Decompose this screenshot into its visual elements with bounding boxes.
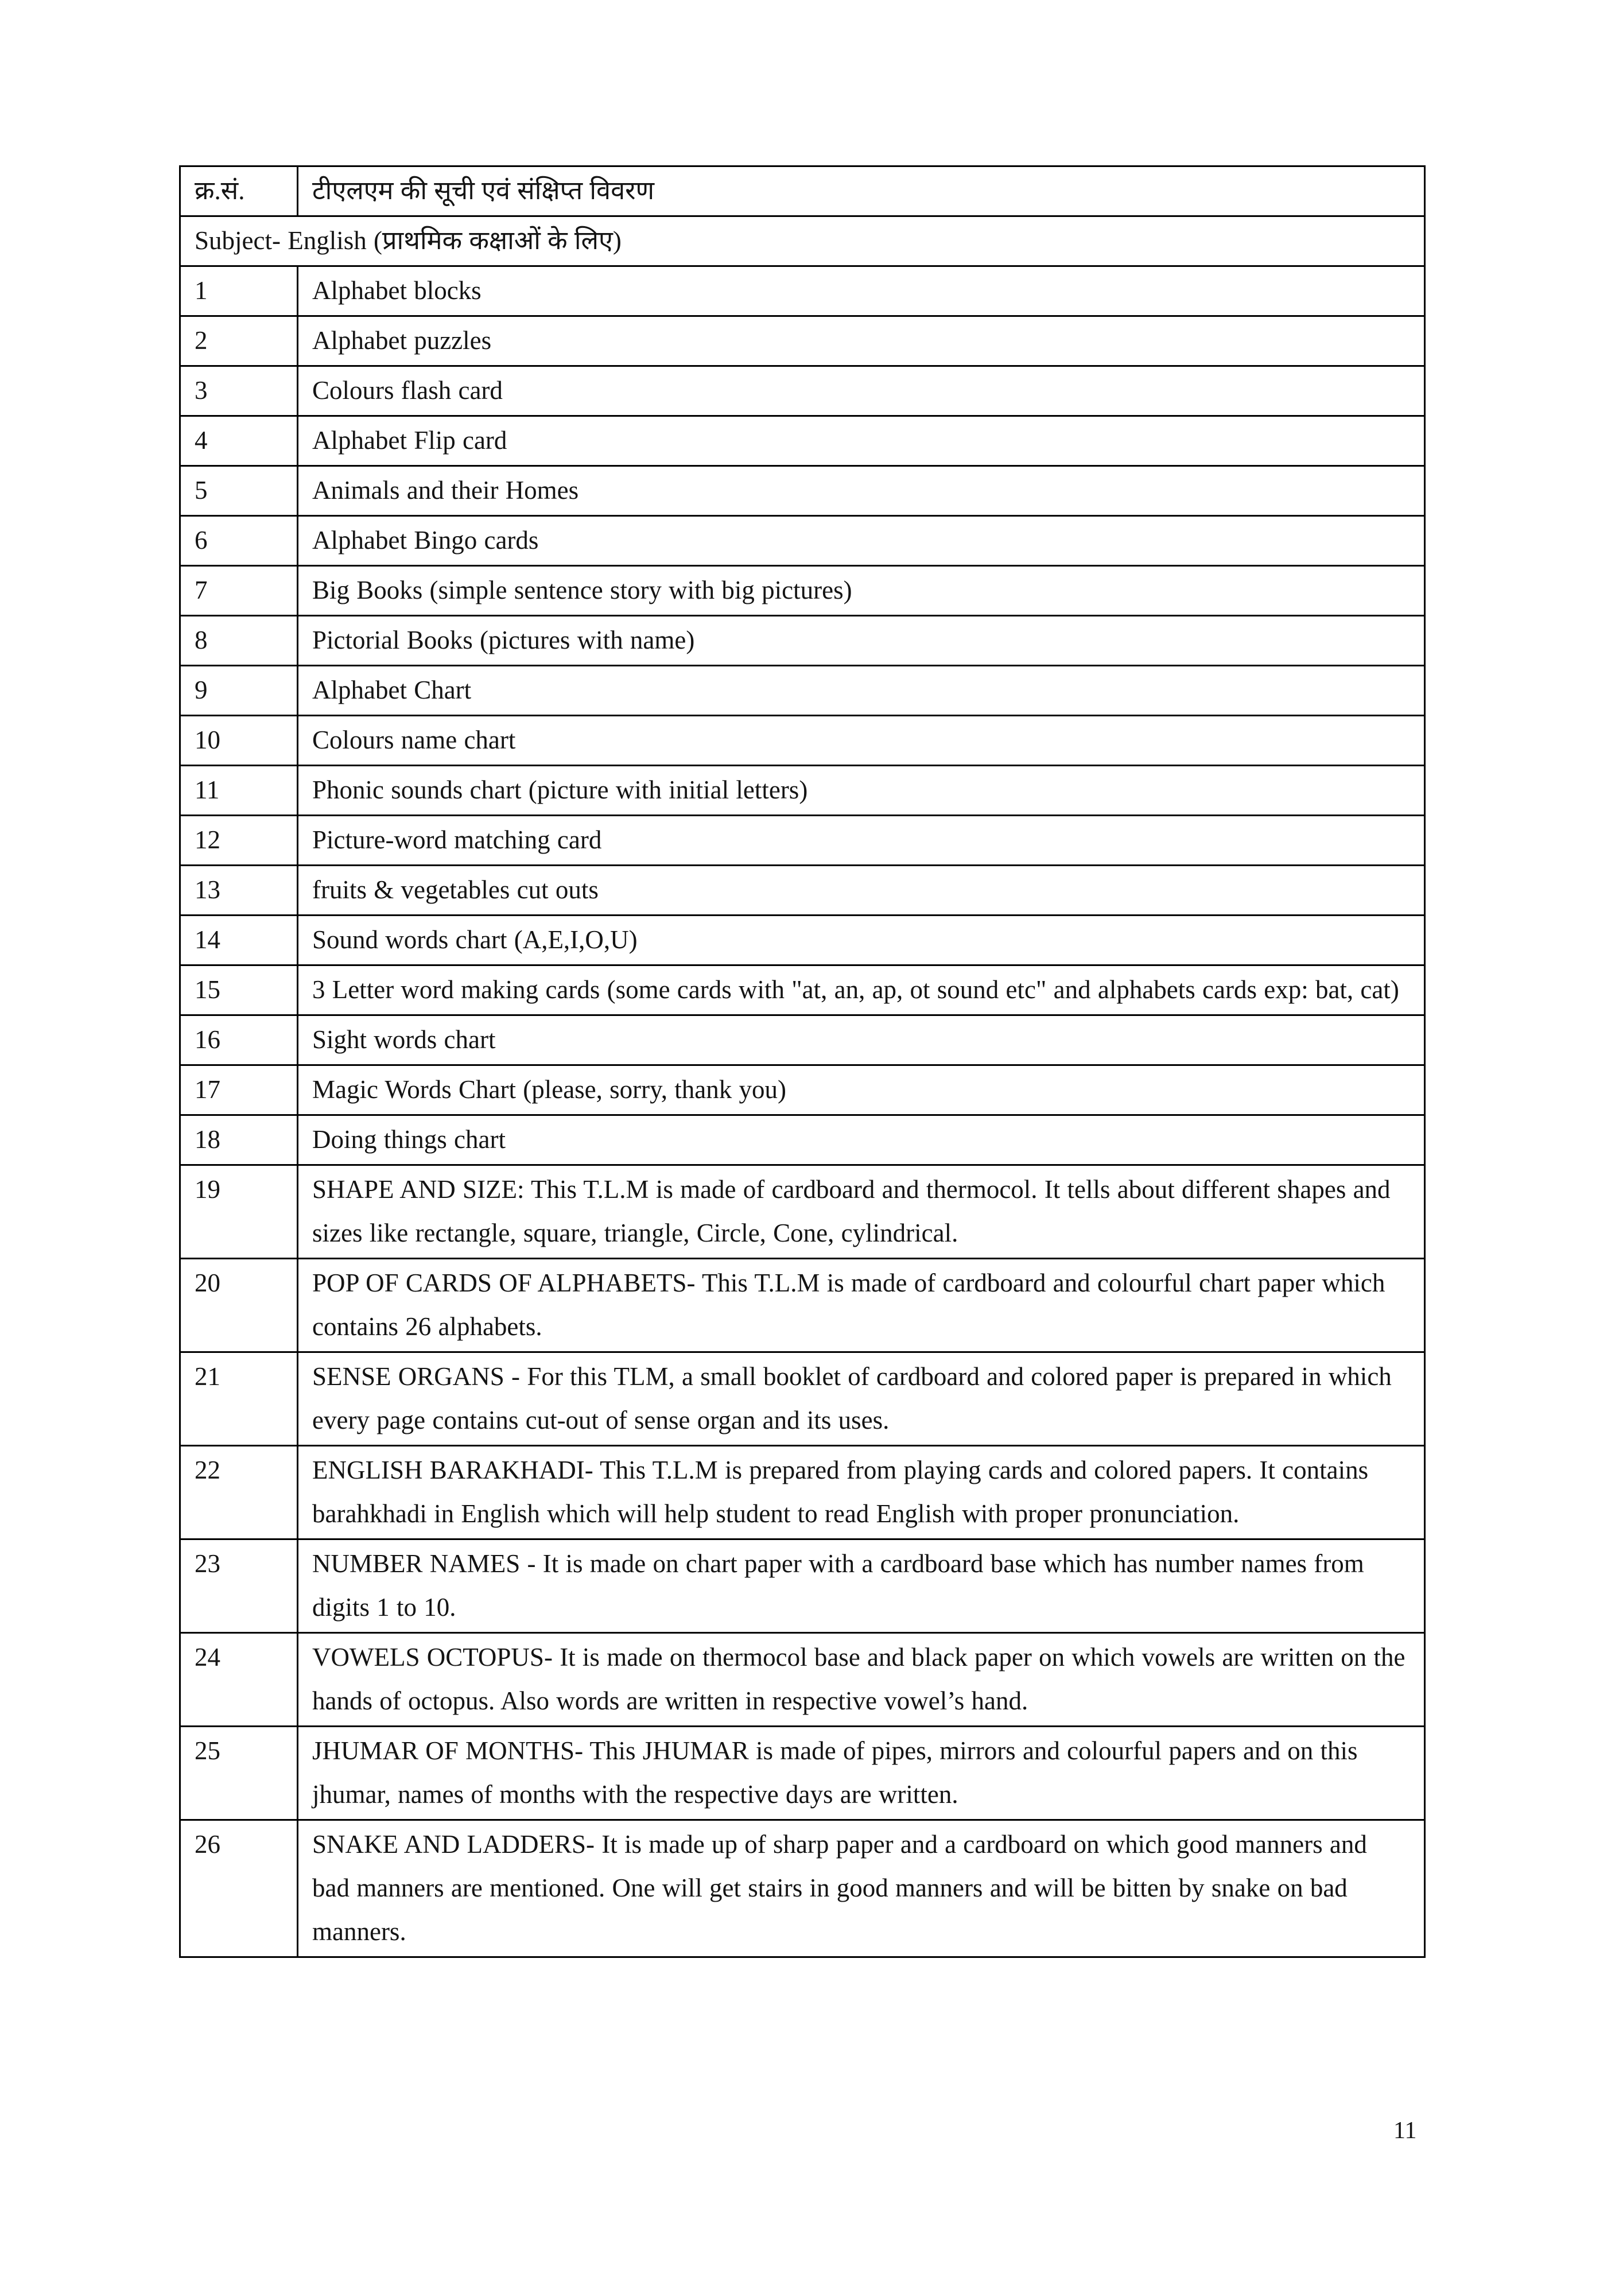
header-serial-number: क्र.सं. [180, 166, 298, 216]
row-serial-number: 22 [180, 1446, 298, 1539]
row-serial-number: 24 [180, 1633, 298, 1727]
row-serial-number: 26 [180, 1820, 298, 1957]
subject-row [180, 216, 1425, 266]
row-description: Picture-word matching card [298, 816, 1425, 866]
row-serial-number: 10 [180, 716, 298, 766]
row-serial-number: 5 [180, 466, 298, 516]
row-description: JHUMAR OF MONTHS- This JHUMAR is made of pipes, mirrors and colourful papers and on this jhumar, names of months with the respective days are written. [298, 1727, 1425, 1820]
row-description: Phonic sounds chart (picture with initial letters) [298, 766, 1425, 816]
table-row [180, 1633, 1425, 1727]
table-row [180, 716, 1425, 766]
row-serial-number: 21 [180, 1352, 298, 1446]
row-serial-number: 6 [180, 516, 298, 566]
table-row [180, 416, 1425, 466]
table-row [180, 666, 1425, 716]
row-description: SNAKE AND LADDERS- It is made up of sharp paper and a cardboard on which good manners and bad manners are mentioned. One will get stairs in good manners and will be bitten by snake on bad manners. [298, 1820, 1425, 1957]
table-row [180, 1446, 1425, 1539]
row-description: Magic Words Chart (please, sorry, thank you) [298, 1065, 1425, 1115]
row-description: Big Books (simple sentence story with big pictures) [298, 566, 1425, 616]
row-description: 3 Letter word making cards (some cards with "at, an, ap, ot sound etc" and alphabets cards exp: bat, cat) [298, 965, 1425, 1015]
row-description: SENSE ORGANS - For this TLM, a small booklet of cardboard and colored paper is prepared in which every page contains cut-out of sense organ and its uses. [298, 1352, 1425, 1446]
row-serial-number: 1 [180, 266, 298, 316]
row-serial-number: 11 [180, 766, 298, 816]
table-row [180, 1065, 1425, 1115]
table-row [180, 266, 1425, 316]
row-description: Colours flash card [298, 366, 1425, 416]
table-row [180, 516, 1425, 566]
table-head [180, 166, 1425, 266]
table-row [180, 1115, 1425, 1165]
table-row [180, 816, 1425, 866]
row-description: Alphabet blocks [298, 266, 1425, 316]
row-serial-number: 16 [180, 1015, 298, 1065]
row-description: Sight words chart [298, 1015, 1425, 1065]
table-header-row [180, 166, 1425, 216]
row-description: Alphabet Flip card [298, 416, 1425, 466]
row-serial-number: 14 [180, 916, 298, 965]
row-description: Colours name chart [298, 716, 1425, 766]
row-description: VOWELS OCTOPUS- It is made on thermocol base and black paper on which vowels are written on the hands of octopus. Also words are written in respective vowel’s hand. [298, 1633, 1425, 1727]
table-row [180, 1727, 1425, 1820]
table-row [180, 866, 1425, 916]
table-row [180, 1820, 1425, 1957]
row-description: Sound words chart (A,E,I,O,U) [298, 916, 1425, 965]
page-number: 11 [1393, 2117, 1417, 2144]
row-serial-number: 12 [180, 816, 298, 866]
tlm-table [179, 165, 1426, 1958]
row-serial-number: 20 [180, 1259, 298, 1352]
table-row [180, 766, 1425, 816]
table-row [180, 965, 1425, 1015]
table-row [180, 466, 1425, 516]
row-serial-number: 23 [180, 1539, 298, 1633]
row-serial-number: 9 [180, 666, 298, 716]
row-description: fruits & vegetables cut outs [298, 866, 1425, 916]
table-row [180, 616, 1425, 666]
table-row [180, 366, 1425, 416]
header-title: टीएलएम की सूची एवं संक्षिप्त विवरण [298, 166, 1425, 216]
row-description: Doing things chart [298, 1115, 1425, 1165]
table-row [180, 1352, 1425, 1446]
table-row [180, 1259, 1425, 1352]
row-description: Alphabet Chart [298, 666, 1425, 716]
row-serial-number: 17 [180, 1065, 298, 1115]
row-description: SHAPE AND SIZE: This T.L.M is made of cardboard and thermocol. It tells about different shapes and sizes like rectangle, square, triangle, Circle, Cone, cylindrical. [298, 1165, 1425, 1259]
row-serial-number: 15 [180, 965, 298, 1015]
table-row [180, 316, 1425, 366]
table-row [180, 1015, 1425, 1065]
row-serial-number: 7 [180, 566, 298, 616]
row-serial-number: 2 [180, 316, 298, 366]
row-serial-number: 4 [180, 416, 298, 466]
row-description: ENGLISH BARAKHADI- This T.L.M is prepared from playing cards and colored papers. It contains barahkhadi in English which will help student to read English with proper pronunciation. [298, 1446, 1425, 1539]
table-row [180, 566, 1425, 616]
table-body [180, 266, 1425, 1957]
row-serial-number: 13 [180, 866, 298, 916]
table-row [180, 1165, 1425, 1259]
row-serial-number: 8 [180, 616, 298, 666]
row-description: Pictorial Books (pictures with name) [298, 616, 1425, 666]
row-description: NUMBER NAMES - It is made on chart paper with a cardboard base which has number names from digits 1 to 10. [298, 1539, 1425, 1633]
row-description: Alphabet puzzles [298, 316, 1425, 366]
table-row [180, 1539, 1425, 1633]
row-description: Alphabet Bingo cards [298, 516, 1425, 566]
subject-label: Subject- English (प्राथमिक कक्षाओं के लिए) [180, 216, 1425, 266]
table-row [180, 916, 1425, 965]
row-description: POP OF CARDS OF ALPHABETS- This T.L.M is made of cardboard and colourful chart paper which contains 26 alphabets. [298, 1259, 1425, 1352]
row-serial-number: 25 [180, 1727, 298, 1820]
row-serial-number: 18 [180, 1115, 298, 1165]
row-serial-number: 3 [180, 366, 298, 416]
row-serial-number: 19 [180, 1165, 298, 1259]
row-description: Animals and their Homes [298, 466, 1425, 516]
